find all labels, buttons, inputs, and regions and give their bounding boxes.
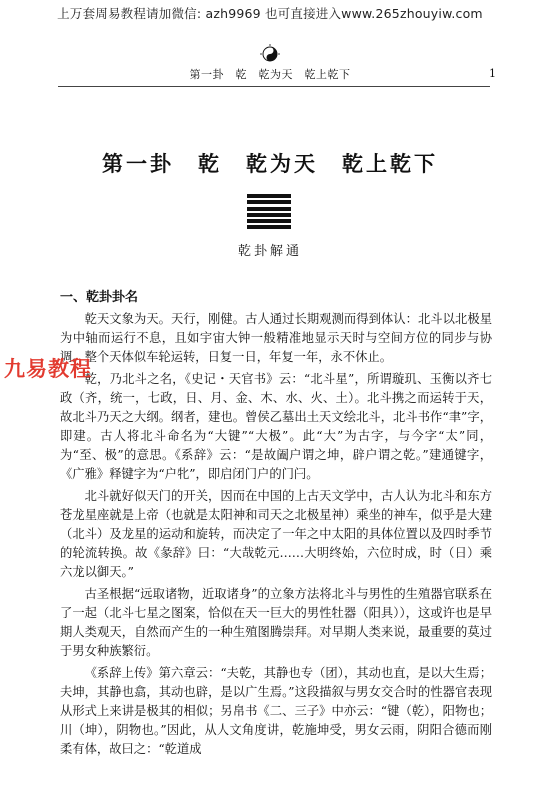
qian-hexagram-icon	[247, 194, 291, 232]
running-title: 第一卦 乾 乾为天 乾上乾下	[189, 68, 351, 81]
paragraph: 北斗就好似天门的开关，因而在中国的上古天文学中，古人认为北斗和东方苍龙星座就是上帝（也就是太阳神和司天之北极星神）乘坐的神车，似乎是大建（北斗）及龙星的运动和旋转，而决定了一年之中太阳的具体位置以及四时季节的轮流转换。故《彖辞》曰：“大哉乾元……大明终始，六位时成，时（日）乘六龙以御天。”	[60, 489, 492, 579]
body-text	[60, 310, 492, 762]
paragraph: 《系辞上传》第六章云：“夫乾，其静也专（团），其动也直，是以大生焉；夫坤，其静也翕，其动也辟，是以广生焉。”这段描叙与男女交合时的性器官表现从形式上来讲是极其的相似；另帛书《二、三子》中亦云：“键（乾），阳物也；川（坤），阴物也。”因此，从人文角度讲，乾施坤受，男女云雨，阴阳合德而刚柔有体，故曰之：“乾道成	[60, 666, 492, 756]
hexagram-line	[247, 213, 291, 217]
paragraph: 乾，乃北斗之名，《史记・天官书》云：“北斗星”，所谓璇玑、玉衡以齐七政（齐，统一，七政，日、月、金、木、水、火、土）。北斗携之而运转于天，故北斗乃天之大纲。纲者，建也。曾侯乙墓出土天文绘北斗，北斗书作“聿”字，即建。古人将北斗命名为“大键”“大极”。此“大”为古字，与今字“太”同，为“至、极”的意思。《系辞》云：“是故阖户谓之坤，辟户谓之乾。”建通键字，《广雅》释键字为“户牝”，即启闭门户的门闩。	[60, 372, 492, 481]
hexagram-line	[247, 194, 291, 198]
page-number: 1	[489, 67, 496, 80]
paragraph: 古圣根据“远取诸物，近取诸身”的立象方法将北斗与男性的生殖器官联系在了一起（北斗七星之图案，恰似在天一巨大的男性牡器（阳具）），这或许也是早期人类观天，自然而产生的一种生殖图腾崇拜。对早期人类来说，最重要的莫过于男女种族繁衍。	[60, 587, 492, 658]
running-header	[0, 44, 540, 82]
section-title: 乾卦解通	[237, 244, 302, 259]
paragraph: 乾天文象为天。天行，刚健。古人通过长期观测而得到体认：北斗以北极星为中轴而运行不息，且如宇宙大钟一般精准地显示天时与空间方位的同步与协调。整个天体似车轮运转，日复一日，年复一年，永不休止。	[60, 312, 492, 364]
hexagram-line	[247, 207, 291, 211]
yin-yang-icon	[259, 44, 281, 64]
chapter-title: 第一卦 乾 乾为天 乾上乾下	[102, 152, 438, 176]
hexagram-line	[247, 219, 291, 223]
header-divider	[58, 86, 490, 87]
hexagram-line	[247, 200, 291, 204]
watermark-banner: 上万套周易教程请加微信: azh9969 也可直接进入www.265zhouyiw.com	[57, 6, 483, 21]
subheading: 一、乾卦卦名	[60, 290, 139, 305]
hexagram-line	[247, 225, 291, 229]
side-watermark: 九易教程	[4, 357, 92, 381]
